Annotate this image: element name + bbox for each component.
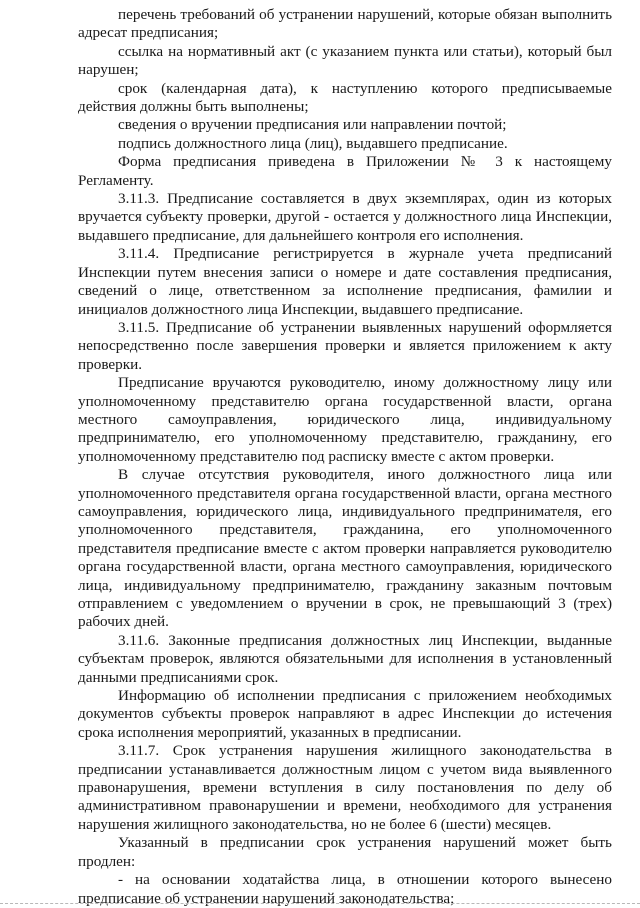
paragraph: перечень требований об устранении нарушений, которые обязан выполнить адресат предписания; xyxy=(78,6,612,42)
section-3-11-5: 3.11.5. Предписание об устранении выявленных нарушений оформляется непосредственно после завершения проверки и является приложением к акту проверки. xyxy=(78,318,612,373)
paragraph: Форма предписания приведена в Приложении № 3 к настоящему Регламенту. xyxy=(78,153,612,189)
paragraph: Информацию об исполнении предписания с приложением необходимых документов субъекты проверок направляют в адрес Инспекции до истечения срока исполнения мероприятий, указанных в предписании. xyxy=(78,687,612,741)
section-3-11-7: 3.11.7. Срок устранения нарушения жилищного законодательства в предписании устанавливается должностным лицом с учетом вида выявленного правонарушения, времени вступления в силу постановления по делу об административном правонарушении и времени, необходимого для устранения нарушения жилищного законодательства, но не более 6 (шести) месяцев. xyxy=(78,742,612,833)
paragraph: подпись должностного лица (лиц), выдавшего предписание. xyxy=(118,134,508,152)
paragraph: срок (календарная дата), к наступлению которого предписываемые действия должны быть выполнены; xyxy=(78,79,612,116)
paragraph: Указанный в предписании срок устранения нарушений может быть продлен: xyxy=(78,834,612,870)
paragraph: Предписание вручаются руководителю, иному должностному лицу или уполномоченному представителю органа государственной власти, органа местного самоуправления, юридического лица, индивидуальному предпринимателю, его уполномоченному представителю, гражданину, его уполномоченному представителю под расписку вместе с актом проверки. xyxy=(78,374,612,465)
section-3-11-3: 3.11.3. Предписание составляется в двух экземплярах, один из которых вручается субъекту проверки, другой - остается у должностного лица Инспекции, выдавшего предписание, для дальнейшего контроля его исполнения. xyxy=(78,190,612,244)
page-edge-divider xyxy=(0,903,640,904)
section-3-11-6: 3.11.6. Законные предписания должностных лиц Инспекции, выданные субъектам проверок, являются обязательными для исполнения в установленный данными предписаниями срок. xyxy=(78,631,612,686)
section-3-11-4: 3.11.4. Предписание регистрируется в журнале учета предписаний Инспекции путем внесения записи о номере и дате составления предписания, сведений о лице, ответственном за исполнение предписания, фамилии и инициалов должностного лица Инспекции, выдавшего предписание. xyxy=(78,245,612,318)
paragraph: сведения о вручении предписания или направлении почтой; xyxy=(118,116,507,134)
paragraph: В случае отсутствия руководителя, иного должностного лица или уполномоченного представителя органа государственной власти, органа местного самоуправления, юридического лица, индивидуального предпринимателя, его уполномоченного представителя, гражданина, его уполномоченного представителя предписание вместе с актом проверки направляется руководителю органа государственной власти, органа местного самоуправления, юридического лица, индивидуальному предпринимателю, гражданину заказным почтовым отправлением с уведомлением о вручении в срок, не превышающий 3 (трех) рабочих дней. xyxy=(78,466,612,631)
paragraph: ссылка на нормативный акт (с указанием пункта или статьи), который был нарушен; xyxy=(78,42,612,79)
list-item: - на основании ходатайства лица, в отношении которого вынесено предписание об устранении нарушений законодательства; xyxy=(78,871,612,907)
